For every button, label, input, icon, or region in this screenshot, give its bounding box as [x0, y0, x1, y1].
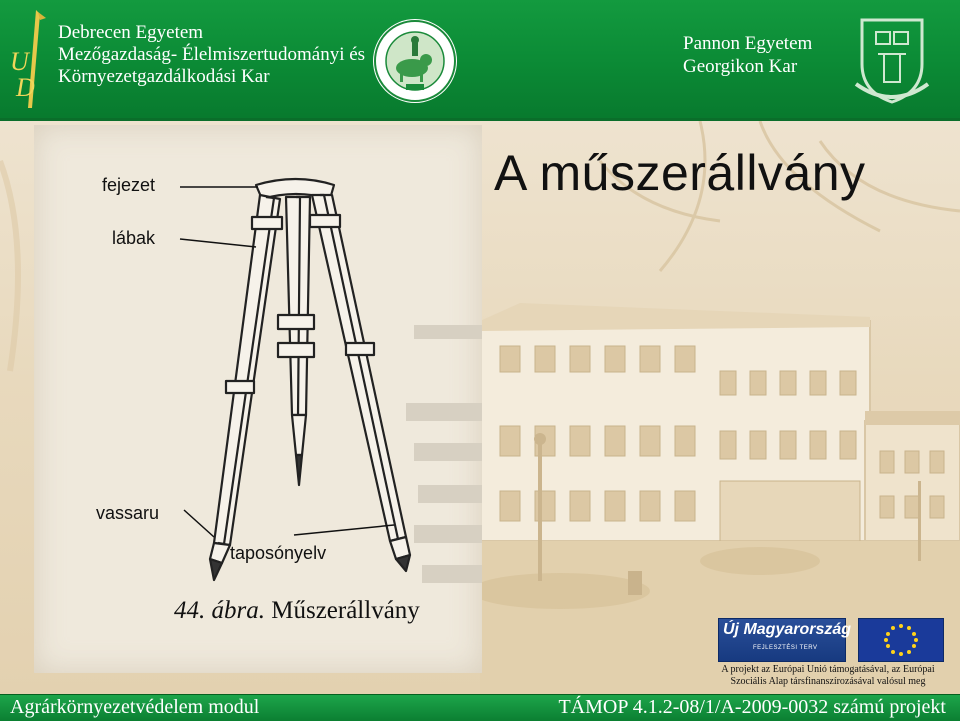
uj-magyarorszag-subtext: FEJLESZTÉSI TERV — [753, 645, 818, 651]
slide-title: A műszerállvány — [494, 145, 866, 201]
eu-support-box — [712, 614, 944, 694]
tripod-figure — [34, 125, 482, 673]
university-seal-icon — [372, 18, 458, 104]
uj-magyarorszag-text: Új Magyarország — [723, 621, 852, 638]
header-left-line-2: Mezőgazdaság- Élelmiszertudományi és — [58, 44, 366, 65]
label-vassaru: vassaru — [96, 503, 160, 523]
label-labak: lábak — [112, 228, 156, 248]
tripod-drawing — [34, 125, 482, 673]
header-left-line-3: Környezetgazdálkodási Kar — [58, 66, 270, 87]
eu-flag-icon — [858, 618, 944, 662]
ud-logo-icon — [6, 8, 50, 112]
header-banner — [0, 0, 960, 121]
caption-number: 44. ábra. — [174, 597, 265, 624]
caption-text: Műszerállvány — [271, 597, 420, 624]
header-left-line-1: Debrecen Egyetem — [58, 22, 204, 43]
footer-bar — [0, 694, 960, 721]
svg-text:U: U — [10, 47, 29, 76]
faculty-name-left — [58, 22, 365, 88]
pannon-crest-icon — [848, 14, 936, 106]
footer-module-name: Agrárkörnyezetvédelem modul — [10, 696, 260, 718]
label-fejezet: fejezet — [102, 175, 156, 195]
faculty-name-right — [683, 32, 812, 78]
header-right-line-2: Georgikon Kar — [683, 56, 798, 77]
header-right-line-1: Pannon Egyetem — [683, 33, 813, 54]
label-taposonyelv: taposónyelv — [230, 543, 327, 563]
figure-caption — [174, 597, 420, 625]
svg-text:D: D — [16, 73, 35, 102]
footer-project-id: TÁMOP 4.1.2-08/1/A-2009-0032 számú projekt — [558, 696, 946, 718]
eu-funding-note: A projekt az Európai Unió támogatásával, az Európai Szociális Alap társfinanszírozásával valósul meg — [721, 664, 935, 687]
uj-magyarorszag-logo — [718, 618, 852, 662]
